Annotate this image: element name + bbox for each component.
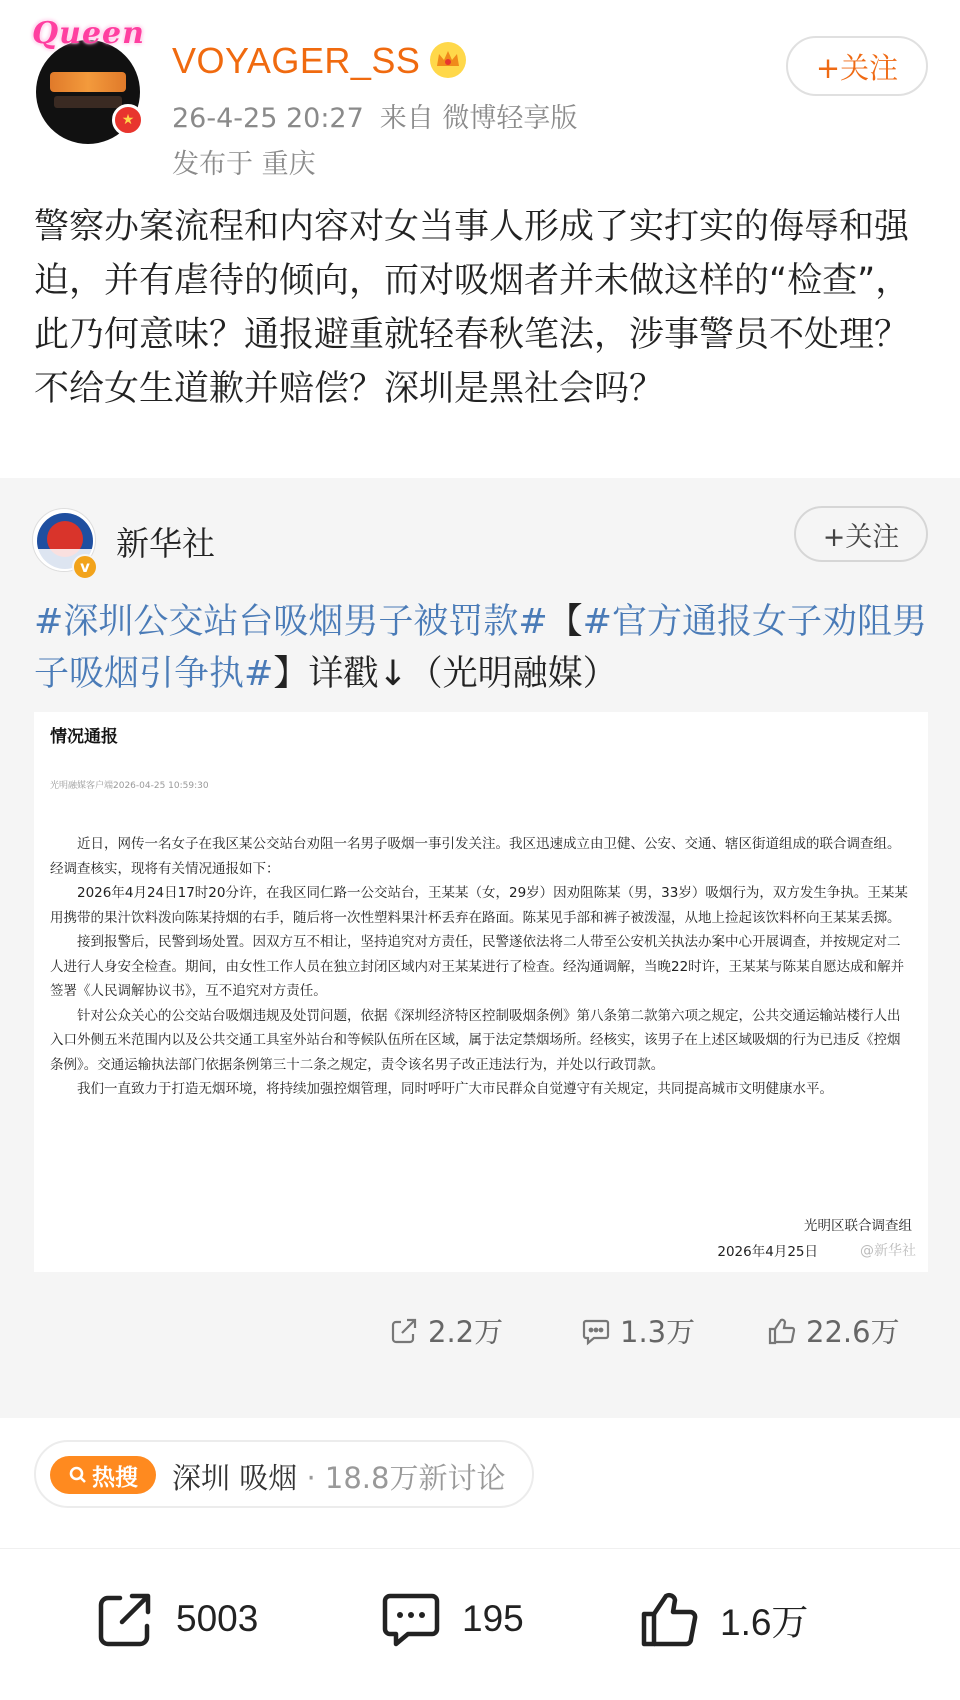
post-source[interactable]: 来自 微博轻享版: [379, 103, 578, 134]
divider: [0, 1548, 960, 1549]
crown-icon: [428, 40, 468, 80]
verified-badge-icon: ★: [112, 104, 144, 136]
comment-count: 195: [462, 1598, 524, 1639]
like-icon: [766, 1315, 798, 1347]
watermark: @新华社: [860, 1243, 916, 1259]
hot-badge-label: 热搜: [92, 1464, 138, 1491]
like-icon: [636, 1586, 702, 1652]
comment-icon: [580, 1315, 612, 1347]
like-count: 1.6万: [720, 1602, 809, 1643]
repost-author[interactable]: 新华社: [116, 524, 215, 563]
notice-body: [50, 832, 912, 1102]
notice-paragraph: 近日，网传一名女子在我区某公交站台劝阻一名男子吸烟一事引发关注。我区迅速成立由卫健、公安、交通、辖区街道组成的联合调查组。经调查核实，现将有关情况通报如下：: [50, 836, 901, 877]
comment-icon: [378, 1586, 444, 1652]
repost-like-count[interactable]: [766, 1310, 900, 1351]
hot-search-badge: [50, 1456, 156, 1494]
notice-paragraph: 我们一直致力于打造无烟环境，将持续加强控烟管理，同时呼吁广大市民群众自觉遵守有关规定，共同提高城市文明健康水平。: [77, 1081, 833, 1097]
repost-icon: [92, 1586, 158, 1652]
notice-image[interactable]: [34, 712, 928, 1272]
post-time: 26-4-25 20:27: [172, 103, 364, 134]
notice-source: 光明融媒客户端2026-04-25 10:59:30: [50, 781, 209, 791]
hashtag-link[interactable]: #深圳公交站台吸烟男子被罚款#: [34, 602, 548, 642]
repost-tail: 详戳↓（光明融媒）: [308, 654, 618, 694]
repost-button[interactable]: [92, 1586, 258, 1652]
like-button[interactable]: [636, 1586, 808, 1652]
avatar-frame-tag: Queen: [32, 16, 145, 51]
repost-share-count[interactable]: [388, 1310, 503, 1351]
repost-share-text: 2.2万: [428, 1315, 504, 1349]
repost-comment-count[interactable]: [580, 1310, 695, 1351]
user-avatar[interactable]: [32, 16, 145, 144]
notice-paragraph: 针对公众关心的公交站台吸烟违规及处罚问题，依据《深圳经济特区控制吸烟条例》第八条第二款第六项之规定，公共交通运输站楼行人出入口外侧五米范围内以及公共交通工具室外站台和等候队伍所在区域，属于法定禁烟场所。经核实，该男子在上述区域吸烟的行为已违反《控烟条例》。交通运输执法部门依据条例第三十二条之规定，责令该名男子改正违法行为，并处以行政罚款。: [50, 1007, 901, 1073]
repost-stats: [0, 1300, 960, 1360]
post-location: 发布于 重庆: [172, 149, 316, 180]
action-bar: [0, 1570, 960, 1670]
hot-search-text: [172, 1456, 505, 1497]
repost-card[interactable]: [0, 478, 960, 1418]
search-icon: [68, 1465, 88, 1485]
repost-comment-text: 1.3万: [620, 1315, 696, 1349]
notice-paragraph: 2026年4月24日17时20分许，在我区同仁路一公交站台，王某某（女，29岁）因劝阻陈某（男，33岁）吸烟行为，双方发生争执。王某某用携带的果汁饮料泼向陈某持烟的右手，随后将一次性塑料果汁杯丢弃在路面。陈某见手部和裤子被泼湿，从地上捡起该饮料杯向王某某丢掷。: [50, 885, 908, 926]
post-text: 警察办案流程和内容对女当事人形成了实打实的侮辱和强迫，并有虐待的倾向，而对吸烟者并未做这样的“检查”，此乃何意味？通报避重就轻春秋笔法，涉事警员不处理？不给女生道歉并赔偿？深圳是黑社会吗？: [34, 207, 911, 409]
hot-count: · 18.8万新讨论: [306, 1461, 506, 1495]
repost-text: [34, 596, 934, 700]
hot-search-pill[interactable]: [34, 1440, 534, 1508]
notice-signature: 光明区联合调查组: [804, 1218, 912, 1234]
verified-v-icon: v: [72, 554, 98, 580]
notice-title: 情况通报: [50, 727, 118, 747]
post-meta: [172, 96, 593, 135]
hot-topic: 深圳 吸烟: [172, 1461, 298, 1495]
comment-button[interactable]: [378, 1586, 524, 1652]
bracket-open: 【: [547, 602, 583, 642]
follow-button[interactable]: +关注: [786, 36, 928, 96]
post-header: [0, 0, 960, 190]
notice-paragraph: 接到报警后，民警到场处置。因双方互不相让，坚持追究对方责任，民警遂依法将二人带至公安机关执法办案中心开展调查，并按规定对二人进行人身安全检查。期间，由女性工作人员在独立封闭区域内对王某某进行了检查。经沟通调解，当晚22时许，王某某与陈某自愿达成和解并签署《人民调解协议书》，互不追究对方责任。: [50, 934, 905, 999]
username[interactable]: VOYAGER_SS: [172, 40, 421, 81]
repost-icon: [388, 1315, 420, 1347]
bracket-close: 】: [273, 654, 309, 694]
notice-date: 2026年4月25日: [717, 1244, 818, 1260]
repost-count: 5003: [176, 1598, 259, 1639]
repost-follow-button[interactable]: +关注: [794, 506, 928, 562]
hashtag-link[interactable]: #官方通报女子劝阻男子吸烟引争执#: [34, 602, 927, 694]
repost-like-text: 22.6万: [806, 1315, 900, 1349]
